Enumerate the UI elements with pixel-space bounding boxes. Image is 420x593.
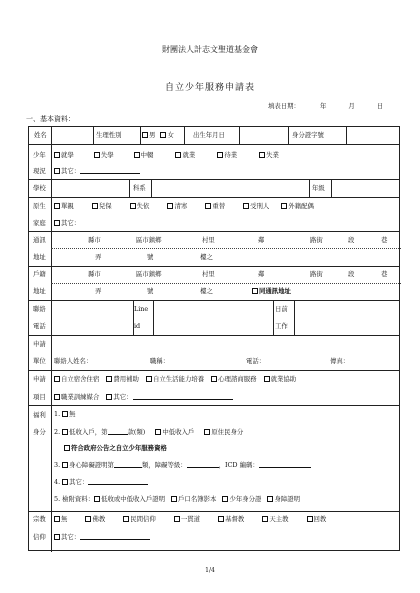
none-checkbox[interactable] <box>62 411 68 417</box>
mid-low-income-checkbox[interactable] <box>155 429 161 435</box>
addr-part: 樓之 <box>200 287 213 295</box>
religion-other: 其它： <box>54 533 150 541</box>
addr-part: 縣市 <box>88 270 101 278</box>
label-phone-a: 聯絡 <box>33 305 46 313</box>
religion-checkbox[interactable] <box>218 516 224 522</box>
label-department: 科系 <box>133 184 146 192</box>
label-agency-phone: 電話： <box>246 357 266 365</box>
addr-part: 弄 <box>95 253 102 261</box>
status-checkbox[interactable] <box>217 152 223 158</box>
apply-checkbox[interactable] <box>106 394 112 400</box>
addr-part: 村里 <box>202 236 215 244</box>
family-checkbox[interactable] <box>205 203 211 209</box>
page-number: 1/4 <box>205 567 215 574</box>
label-welfare-a: 福利 <box>33 411 46 419</box>
label-religion-a: 宗教 <box>33 515 46 523</box>
family-options: 單親 兒保 失依 清寒 重替 受刑人 外籍配偶 <box>54 202 314 210</box>
status-checkbox[interactable] <box>134 152 140 158</box>
apply-checkbox[interactable] <box>106 376 112 382</box>
welfare-item-2: 2. 低收入戶，第 款(類) 中低收入戶 原住民身分 <box>54 428 244 436</box>
apply-checkbox[interactable] <box>264 376 270 382</box>
label-work-a: 日前 <box>275 305 288 313</box>
same-address-checkbox[interactable] <box>252 288 258 294</box>
low-income-checkbox[interactable] <box>62 429 68 435</box>
youth-status-options: 就學 失學 中輟 就業 待業 失業 <box>54 151 279 159</box>
religion-checkbox[interactable] <box>262 516 268 522</box>
status-checkbox[interactable] <box>175 152 181 158</box>
religion-checkbox[interactable] <box>85 516 91 522</box>
label-youth-status-b: 現況 <box>33 167 46 175</box>
family-other: 其它： <box>54 219 80 227</box>
welfare-item-3: 3. 身心障礙證明第 類，障礙等級： ，ICD 編碼： <box>54 461 311 469</box>
welfare-item-5: 5. 檢附資料： 低收或中低收入戶證明 戶口名簿影本 少年身分證 身障證明 <box>54 495 300 503</box>
addr-part: 路街 <box>310 270 323 278</box>
label-mail-address-b: 地址 <box>33 253 46 261</box>
doc-checkbox[interactable] <box>222 496 228 502</box>
org-name: 財團法人計志文聖道基金會 <box>162 45 258 54</box>
addr-part: 巷 <box>381 236 388 244</box>
welfare-item-4: 4. 其它： <box>54 478 148 486</box>
label-gender: 生理性別 <box>96 131 122 139</box>
status-checkbox[interactable] <box>259 152 265 158</box>
religion-checkbox[interactable] <box>174 516 180 522</box>
religion-checkbox[interactable] <box>307 516 313 522</box>
label-name: 姓名 <box>34 131 47 139</box>
form-title: 自立少年服務申請表 <box>164 83 255 93</box>
section-heading: 一、基本資料： <box>26 115 75 123</box>
religion-checkbox[interactable] <box>123 516 129 522</box>
label-grade: 年級 <box>312 184 325 192</box>
label-contact-person: 聯絡人姓名： <box>54 357 93 365</box>
apply-checkbox[interactable] <box>54 376 60 382</box>
addr-part: 村里 <box>202 270 215 278</box>
youth-status-other: 其它： <box>54 167 140 175</box>
label-line-b: id <box>134 322 141 330</box>
label-job-title: 職稱： <box>150 357 170 365</box>
family-checkbox[interactable] <box>92 203 98 209</box>
other-field[interactable] <box>133 393 233 400</box>
doc-checkbox[interactable] <box>267 496 273 502</box>
other-field[interactable] <box>80 167 140 174</box>
label-youth-status-a: 少年 <box>33 151 46 159</box>
addr-part: 段 <box>348 270 355 278</box>
form-grid <box>28 126 400 551</box>
label-phone-b: 電話 <box>33 322 46 330</box>
label-family-b: 家庭 <box>33 219 46 227</box>
qualified-checkbox[interactable] <box>64 445 70 451</box>
gender-options: 男 女 <box>142 131 174 139</box>
addr-part: 號 <box>147 253 154 261</box>
addr-part: 巷 <box>381 270 388 278</box>
label-household-address-a: 戶籍 <box>33 270 46 278</box>
addr-part: 號 <box>147 287 154 295</box>
addr-part: 路街 <box>310 236 323 244</box>
doc-checkbox[interactable] <box>94 496 100 502</box>
label-welfare-b: 身分 <box>33 428 46 436</box>
welfare-item-1: 1. 無 <box>54 410 76 418</box>
other-checkbox[interactable] <box>54 220 60 226</box>
family-checkbox[interactable] <box>54 203 60 209</box>
label-line-a: Line <box>134 305 149 313</box>
family-checkbox[interactable] <box>243 203 249 209</box>
welfare-item-2-qualified: 符合政府公告之自立少年服務資格 <box>64 444 167 452</box>
family-checkbox[interactable] <box>281 203 287 209</box>
label-items-a: 申請 <box>33 375 46 383</box>
same-address-option: 同通訊地址 <box>252 287 291 295</box>
status-checkbox[interactable] <box>54 152 60 158</box>
addr-part: 區市鎮鄉 <box>136 270 162 278</box>
female-checkbox[interactable] <box>160 132 166 138</box>
family-checkbox[interactable] <box>130 203 136 209</box>
other-field[interactable] <box>88 478 148 485</box>
other-checkbox[interactable] <box>62 479 68 485</box>
addr-part: 弄 <box>95 287 102 295</box>
addr-part: 段 <box>348 236 355 244</box>
aboriginal-checkbox[interactable] <box>204 429 210 435</box>
other-checkbox[interactable] <box>54 168 60 174</box>
family-checkbox[interactable] <box>167 203 173 209</box>
label-fax: 傳真： <box>330 357 350 365</box>
label-birthdate: 出生年月日 <box>193 131 225 139</box>
disability-checkbox[interactable] <box>62 462 68 468</box>
label-household-address-b: 地址 <box>33 287 46 295</box>
label-family-a: 原生 <box>33 202 46 210</box>
religion-options: 無 佛教 民間信仰 一貫道 基督教 天主教 回教 <box>54 515 326 523</box>
label-religion-b: 信仰 <box>33 533 46 541</box>
addr-part: 區市鎮鄉 <box>136 236 162 244</box>
apply-item-options-2: 職業訓練媒合 其它： <box>54 393 233 401</box>
addr-part: 樓之 <box>200 253 213 261</box>
addr-part: 鄰 <box>258 236 265 244</box>
apply-checkbox[interactable] <box>146 376 152 382</box>
doc-checkbox[interactable] <box>171 496 177 502</box>
fill-date: 填表日期： 年 月 日 <box>268 102 384 110</box>
male-checkbox[interactable] <box>142 132 148 138</box>
label-work-b: 工作 <box>275 322 288 330</box>
label-school: 學校 <box>33 184 46 192</box>
label-items-b: 項目 <box>33 393 46 401</box>
label-agency-a: 申請 <box>33 340 46 348</box>
status-checkbox[interactable] <box>94 152 100 158</box>
addr-part: 縣市 <box>88 236 101 244</box>
label-mail-address-a: 通訊 <box>33 236 46 244</box>
apply-item-options: 自立宿舍住宿 費用補助 自立生活能力培養 心理諮商服務 就業協助 <box>54 375 296 383</box>
addr-part: 鄰 <box>258 270 265 278</box>
apply-checkbox[interactable] <box>54 394 60 400</box>
apply-checkbox[interactable] <box>211 376 217 382</box>
other-checkbox[interactable] <box>54 534 60 540</box>
label-agency-b: 單位 <box>33 357 46 365</box>
other-field[interactable] <box>80 533 150 540</box>
label-id-number: 身分證字號 <box>292 131 324 139</box>
religion-checkbox[interactable] <box>54 516 60 522</box>
